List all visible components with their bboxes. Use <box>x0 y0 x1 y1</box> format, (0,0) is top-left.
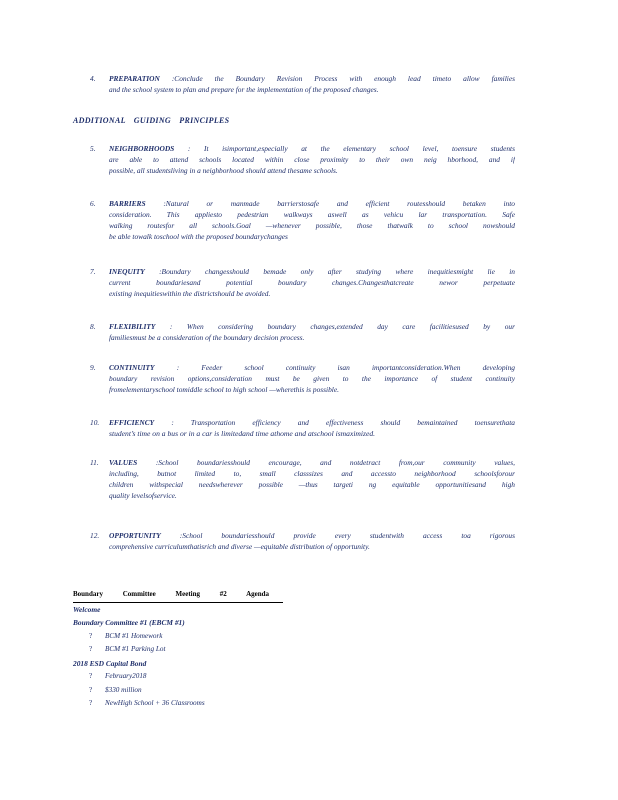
principle-item-7 <box>90 266 515 299</box>
agenda-subitem: ? $330 million <box>73 684 333 698</box>
principle-term: INEQUITY <box>109 267 145 276</box>
item-line: :Boundary changesshould bemade only after studying where inequitiesmight lie in <box>159 267 515 276</box>
item-number: 4. <box>90 74 96 83</box>
item-line: and the school system to plan and prepare for the implementation of the proposed changes. <box>109 85 379 94</box>
agenda-subitem: ? BCM #1 Parking Lot <box>73 643 333 657</box>
bullet-icon: ? <box>89 645 93 653</box>
principle-term: EFFICIENCY <box>109 418 155 427</box>
principle-term: PREPARATION <box>109 74 160 83</box>
agenda-subitem: ? NewHigh School + 36 Classrooms <box>73 697 333 711</box>
agenda-welcome: Welcome <box>73 604 101 614</box>
bullet-icon: ? <box>89 699 93 707</box>
item-line: student’s time on a bus or in a car is limitedand time athome and atschool ismaximized. <box>109 429 376 438</box>
principle-item-12 <box>90 530 515 552</box>
bullet-icon: ? <box>89 631 93 640</box>
principle-item-9 <box>90 362 515 395</box>
agenda-subitem: ? BCM #1 Homework <box>73 630 333 644</box>
item-line: :School boundariesshould provide every studentwith access toa rigorous <box>179 531 515 540</box>
item-line: walking routesfor all schools.Goal —whenever possible, those thatwalk to school nowshould <box>109 221 515 230</box>
item-line: be able towalk toschool with the proposed boundarychanges <box>109 232 288 241</box>
bullet-icon: ? <box>89 685 93 694</box>
item-number: 6. <box>90 199 96 208</box>
principle-term: NEIGHBORHOODS <box>109 144 175 153</box>
principle-term: OPPORTUNITY <box>109 531 161 540</box>
item-number: 8. <box>90 322 96 331</box>
item-line: : Feeder school continuity isan importantconsideration.When developing <box>176 363 515 372</box>
principle-item-8 <box>90 321 515 343</box>
principle-item-11 <box>90 457 515 501</box>
item-line: : When considering boundary changes,extended day care facilitiesused by our <box>169 322 515 331</box>
item-line: fromelementaryschool tomiddle school to high school —wherethis is possible. <box>109 385 339 394</box>
agenda-title: Boundary Committee Meeting #2 Agenda <box>73 588 283 603</box>
principle-item-4 <box>90 73 515 95</box>
item-line: children withspecial needswherever possible —thus targeti ng equitable opportunitiesand high <box>109 480 515 489</box>
item-number: 11. <box>90 458 99 467</box>
item-line: :Conclude the Boundary Revision Process with enough lead timeto allow families <box>171 74 515 83</box>
item-line: comprehensive curriculumthatisrich and diverse —equitable distribution of opportunity. <box>109 542 370 551</box>
item-number: 10. <box>90 418 100 427</box>
item-number: 12. <box>90 531 100 540</box>
item-line: including, butnot limited to, small classsizes and accessto neighborhood schoolsforour <box>109 469 515 478</box>
item-line: :School boundariesshould encourage, and notdetract from,our community values, <box>155 458 515 467</box>
item-line: possible, all studentsliving in a neighborhood should attend thesame schools. <box>109 166 338 175</box>
item-number: 7. <box>90 267 96 276</box>
item-line: are able to attend schools located within close proximity to their own neig hborhood, and if <box>109 155 515 164</box>
item-line: consideration. This appliesto pedestrian walkways aswell as vehicu lar transportation. Safe <box>109 210 515 219</box>
agenda-section: 2018 ESD Capital Bond <box>73 658 147 668</box>
item-line: familiesmust be a consideration of the boundary decision process. <box>109 333 305 342</box>
principle-item-6 <box>90 198 515 242</box>
item-line: :Natural or manmade barrierstosafe and efficient routesshould betaken into <box>163 199 515 208</box>
bullet-icon: ? <box>89 672 93 680</box>
item-line: boundary revision options,consideration must be given to the importance of student continuity <box>109 374 515 383</box>
item-line: : Transportation efficiency and effectiveness should bemaintained toensurethata <box>171 418 515 427</box>
principle-term: FLEXIBILITY <box>109 322 156 331</box>
item-line: quality levelsofservice. <box>109 491 177 500</box>
item-line: existing inequitieswithin the districtshould be avoided. <box>109 289 271 298</box>
principle-term: CONTINUITY <box>109 363 155 372</box>
section-heading: ADDITIONAL GUIDING PRINCIPLES <box>73 116 230 125</box>
agenda-section: Boundary Committee #1 (EBCM #1) <box>73 618 185 627</box>
agenda-subitem: ? February2018 <box>73 670 333 684</box>
principle-item-10 <box>90 417 515 439</box>
principle-term: BARRIERS <box>109 199 146 208</box>
item-line: : It isimportant,especially at the elementary school level, toensure students <box>187 144 515 153</box>
item-number: 9. <box>90 363 96 372</box>
item-number: 5. <box>90 144 96 153</box>
agenda-block <box>73 588 333 711</box>
item-line: current boundariesand potential boundary changes.Changesthatcreate newor perpetuate <box>109 278 515 287</box>
principle-term: VALUES <box>109 458 138 467</box>
principle-item-5 <box>90 143 515 176</box>
